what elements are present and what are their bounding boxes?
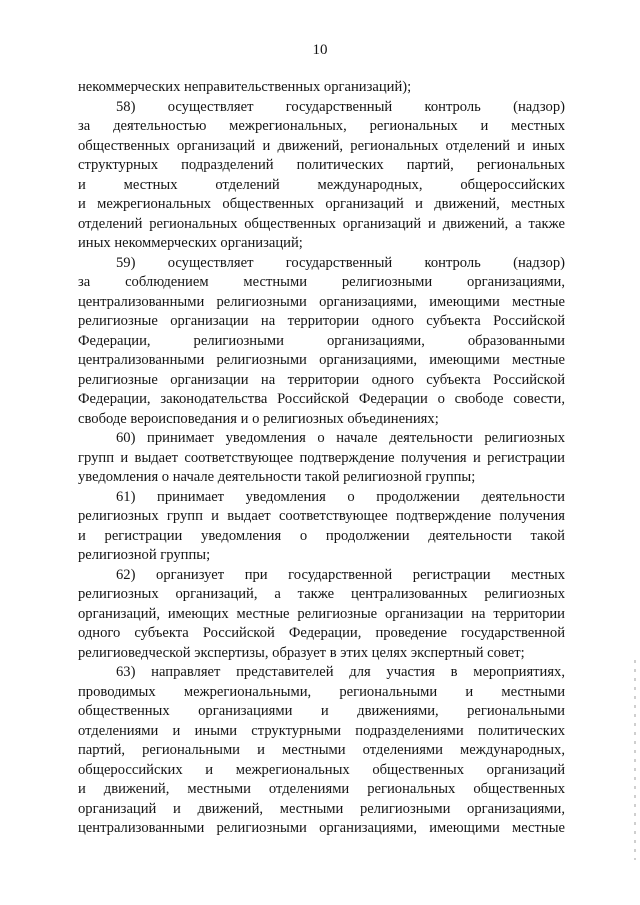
scan-artifact — [634, 660, 636, 860]
text-line: централизованными религиозными организациями, имеющими местные — [78, 352, 565, 368]
text-line: партий, региональными и местными отделениями международных, — [78, 742, 565, 758]
text-line: 58) осуществляет государственный контроль (надзор) — [116, 98, 565, 115]
text-line: отделений региональных общественных организаций и движений, а также — [78, 215, 565, 232]
text-line: одного субъекта Российской Федерации, проведение государственной — [78, 625, 565, 641]
text-line: Федерации, законодательства Российской Федерации о свободе совести, — [78, 391, 565, 407]
text-line: и движений, местными отделениями региональных общественных — [78, 781, 565, 797]
text-line: и регистрации уведомления о продолжении деятельности такой — [78, 527, 565, 544]
text-line: религиозных групп и выдает соответствующее подтверждение получения — [78, 508, 565, 524]
text-line: и межрегиональных общественных организаций и движений, местных — [78, 196, 565, 212]
text-line: 59) осуществляет государственный контроль (надзор) — [116, 254, 565, 271]
text-line: некоммерческих неправительственных организаций); — [78, 79, 412, 95]
text-line: Федерации, религиозными организациями, образованными — [78, 332, 565, 349]
text-line: централизованными религиозными организациями, имеющими местные — [78, 293, 565, 310]
text-line: за деятельностью межрегиональных, региональных и местных — [78, 118, 565, 134]
text-line: 60) принимает уведомления о начале деятельности религиозных — [116, 430, 565, 446]
text-line: иных некоммерческих организаций; — [78, 235, 303, 251]
text-line: религиозные организации на территории одного субъекта Российской — [78, 313, 565, 329]
text-line: централизованными религиозными организациями, имеющими местные — [78, 820, 565, 836]
text-line: свободе вероисповедания и о религиозных объединениях; — [78, 410, 439, 427]
text-line: 62) организует при государственной регистрации местных — [116, 566, 565, 583]
text-line: общественных организаций и движений, региональных отделений и иных — [78, 137, 565, 154]
text-line: проводимых межрегиональными, региональными и местными — [78, 683, 565, 700]
text-line: религиозной группы; — [78, 547, 211, 563]
text-line: общероссийских и межрегиональных общественных организаций — [78, 761, 565, 778]
text-line: отделениями и иными структурными подразделениями политических — [78, 722, 565, 739]
text-line: уведомления о начале деятельности такой религиозной группы; — [78, 469, 476, 485]
text-line: и местных отделений международных, общероссийских — [78, 176, 565, 193]
body-text — [78, 78, 565, 839]
text-line: религиозные организации на территории одного субъекта Российской — [78, 371, 565, 388]
text-line: организаций и движений, местными религиозными организациями, — [78, 800, 565, 817]
text-line: за соблюдением местными религиозными организациями, — [78, 274, 565, 290]
text-line: религиоведческой экспертизы, образует в этих целях экспертный совет; — [78, 644, 525, 661]
text-line: организаций, имеющих местные религиозные организации на территории — [78, 605, 565, 622]
text-line: 63) направляет представителей для участия в мероприятиях, — [116, 664, 565, 680]
text-line: религиозных организаций, а также централизованных религиозных — [78, 586, 565, 602]
text-line: групп и выдает соответствующее подтверждение получения и регистрации — [78, 449, 565, 466]
text-line: общественных организациями и движениями, региональными — [78, 703, 565, 719]
text-line: 61) принимает уведомления о продолжении деятельности — [116, 488, 565, 505]
text-line: структурных подразделений политических партий, региональных — [78, 157, 565, 173]
page-number: 10 — [312, 42, 328, 58]
